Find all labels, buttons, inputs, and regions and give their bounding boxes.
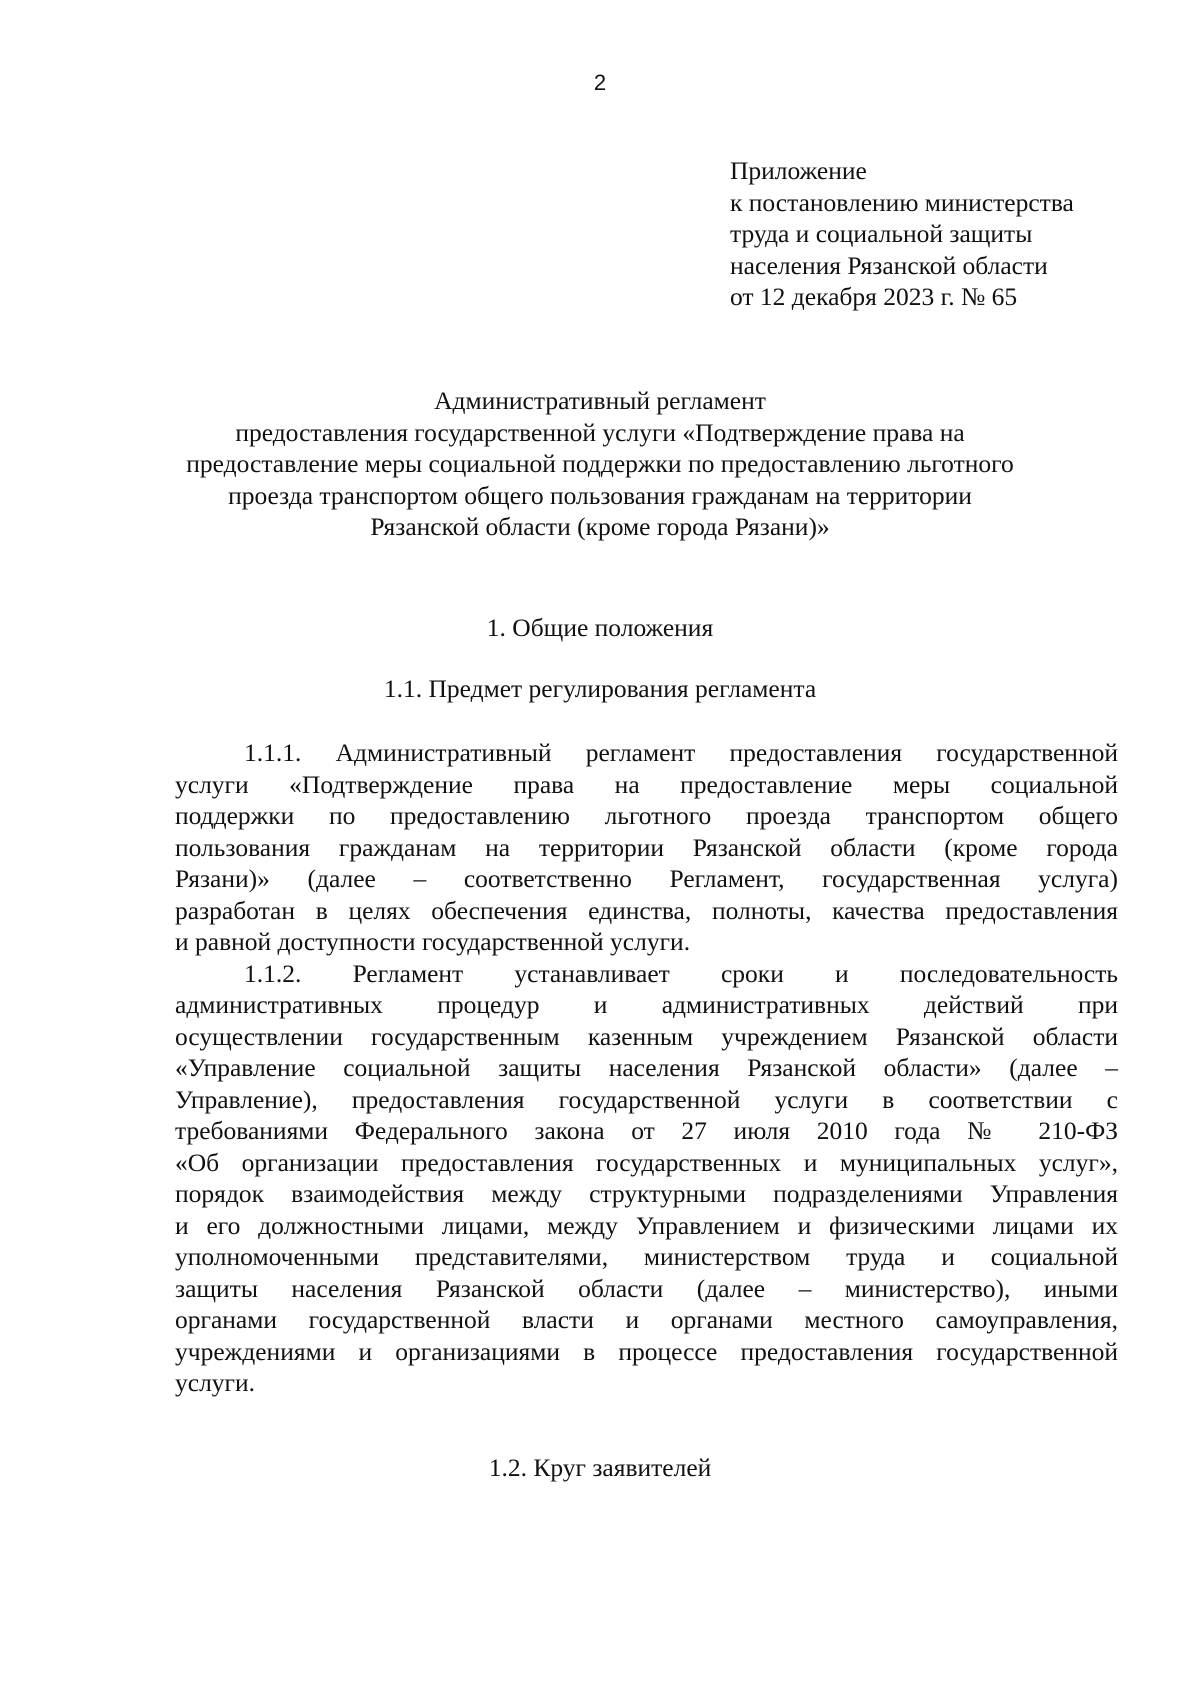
paragraph-line: уполномоченными представителями, министерством труда и социальной xyxy=(175,1242,1118,1271)
paragraph-line: порядок взаимодействия между структурными подразделениями Управления xyxy=(175,1179,1118,1208)
paragraph-line: осуществлении государственным казенным учреждением Рязанской области xyxy=(175,1021,1118,1051)
paragraph-line: «Управление социальной защиты населения Рязанской области» (далее – xyxy=(175,1053,1118,1082)
paragraph-line: и его должностными лицами, между Управлением и физическими лицами их xyxy=(175,1210,1118,1240)
paragraph-line: и равной доступности государственной услуги. xyxy=(175,927,691,956)
subsection-heading: 1.1. Предмет регулирования регламента xyxy=(383,674,817,703)
paragraph-line: Управление), предоставления государственной услуги в соответствии с xyxy=(175,1084,1118,1114)
page-number: 2 xyxy=(593,70,607,95)
section-heading: 1. Общие положения xyxy=(486,613,714,642)
appendix-block xyxy=(730,155,1170,313)
paragraph-line: требованиями Федерального закона от 27 июля 2010 года № 210-ФЗ xyxy=(175,1116,1118,1145)
document-title xyxy=(150,385,1050,543)
title-line: предоставления государственной услуги «Подтверждение права на xyxy=(235,417,965,447)
paragraph-line: услуги «Подтверждение права на предоставление меры социальной xyxy=(175,769,1118,799)
paragraph-line: защиты населения Рязанской области (далее – министерство), иными xyxy=(175,1273,1118,1303)
paragraph-line: пользования гражданам на территории Рязанской области (кроме города xyxy=(175,832,1118,862)
appendix-line: Приложение xyxy=(730,156,867,185)
title-line: предоставление меры социальной поддержки по предоставлению льготного xyxy=(186,449,1014,478)
body-text xyxy=(175,737,1118,1399)
paragraph-line: услуги. xyxy=(175,1368,256,1397)
paragraph-line: поддержки по предоставлению льготного проезда транспортом общего xyxy=(175,801,1118,830)
appendix-line: от 12 декабря 2023 г. № 65 xyxy=(730,282,1018,311)
appendix-line: труда и социальной защиты xyxy=(730,219,1033,248)
title-line: проезда транспортом общего пользования гражданам на территории xyxy=(228,480,972,510)
paragraph-line: 1.1.2. Регламент устанавливает сроки и последовательность xyxy=(244,958,1118,988)
paragraph-line: разработан в целях обеспечения единства, полноты, качества предоставления xyxy=(175,895,1118,925)
title-line: Рязанской области (кроме города Рязани)» xyxy=(370,512,830,541)
title-line: Административный регламент xyxy=(434,386,766,415)
subsection-heading: 1.2. Круг заявителей xyxy=(488,1453,712,1482)
paragraph-line: органами государственной власти и органами местного самоуправления, xyxy=(175,1305,1118,1334)
appendix-line: населения Рязанской области xyxy=(730,250,1048,280)
paragraph-line: «Об организации предоставления государственных и муниципальных услуг», xyxy=(175,1147,1118,1177)
paragraph-line: 1.1.1. Административный регламент предоставления государственной xyxy=(244,738,1118,767)
appendix-line: к постановлению министерства xyxy=(730,187,1074,217)
paragraph-line: Рязани)» (далее – соответственно Регламент, государственная услуга) xyxy=(175,864,1118,893)
paragraph-line: учреждениями и организациями в процессе предоставления государственной xyxy=(175,1336,1118,1366)
paragraph-line: административных процедур и административных действий при xyxy=(175,990,1118,1019)
